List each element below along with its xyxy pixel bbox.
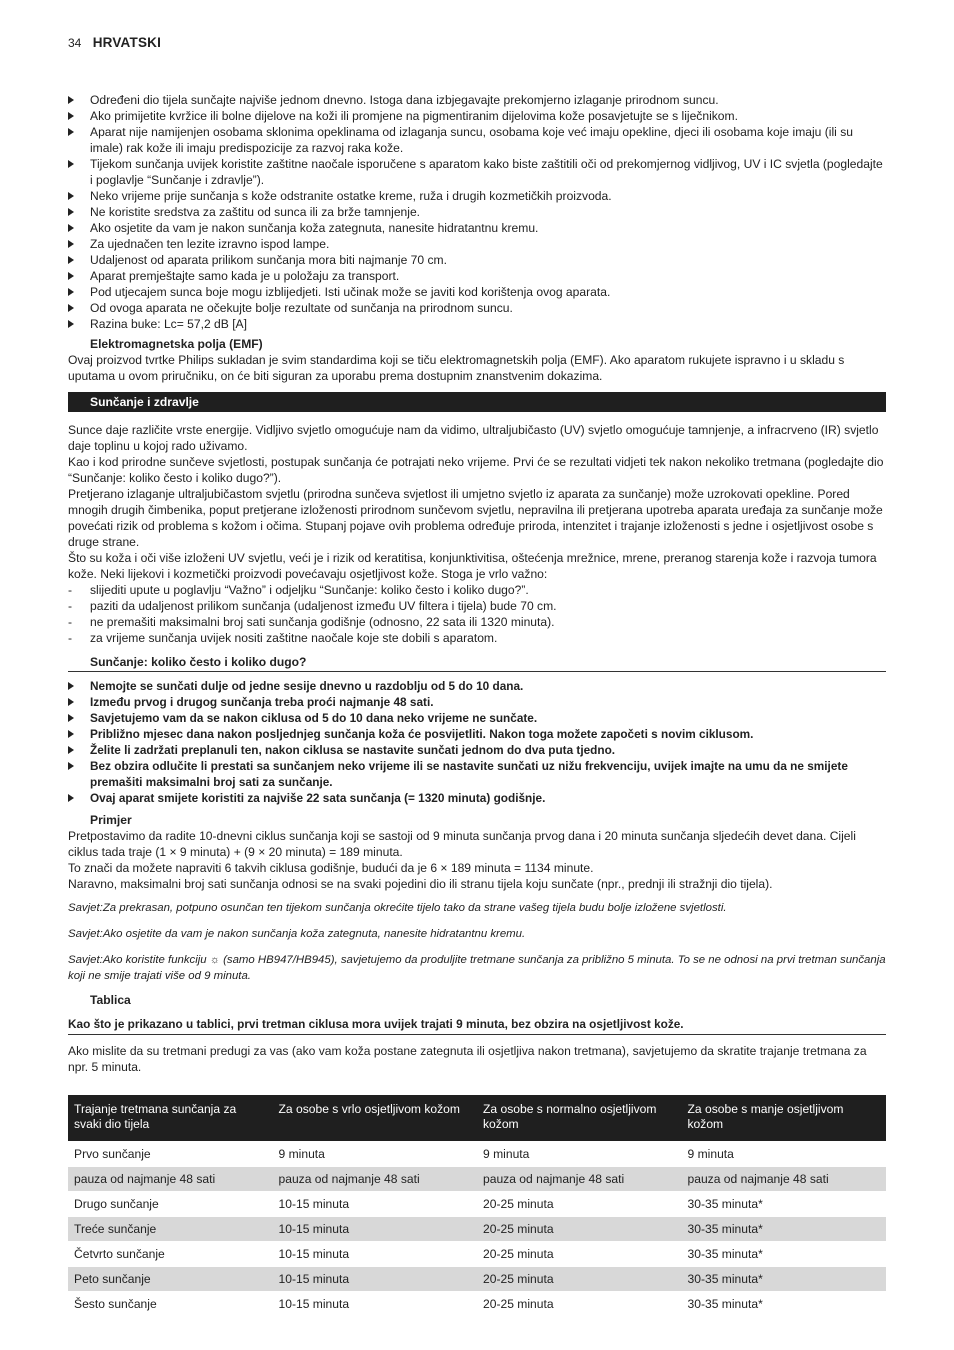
table-row (68, 1242, 886, 1267)
list-item: Neko vrijeme prije sunčanja s kože odstranite ostatke kreme, ruža i drugih kozmetičkih proizvoda. (68, 188, 886, 204)
health-paragraph: Što su koža i oči više izloženi UV svjetlu, veći je i rizik od keratitisa, konjunktivitisa, oštećenja mrežnice, mrene, preranog starenja kože i razvoja tumora kože. Neki lijekovi i kozmetički proizvodi povećavaju osjetljivost kože. Stoga je vrlo važno: (68, 551, 877, 581)
list-item: Za ujednačen ten lezite izravno ispod lampe. (68, 236, 886, 252)
example-line: Naravno, maksimalni broj sati sunčanja odnosi se na svaki pojedini dio ili stranu tijela koju sunčate (npr., prednji ili stražnji dio tijela). (68, 877, 773, 891)
table-cell: Treće sunčanje (68, 1217, 273, 1242)
list-item: Približno mjesec dana nakon posljednjeg sunčanja koža će posvijetliti. Nakon toga možete započeti s novim ciklusom. (68, 726, 886, 742)
howoften-list (68, 678, 886, 806)
list-item: - za vrijeme sunčanja uvijek nositi zaštitne naočale koje ste dobili s aparatom. (68, 630, 886, 646)
list-item: Nemojte se sunčati dulje od jedne sesije dnevno u razdoblju od 5 do 10 dana. (68, 678, 886, 694)
tip-text: Savjet:Ako osjetite da vam je nakon sunčanja koža zategnuta, nanesite hidratantnu kremu. (68, 928, 526, 940)
table-cell: Drugo sunčanje (68, 1192, 273, 1217)
list-item: Razina buke: Lc= 57,2 dB [A] (68, 316, 886, 332)
table-cell: 20-25 minuta (477, 1242, 682, 1267)
health-paragraph: Pretjerano izlaganje ultraljubičastom svjetlu (prirodna sunčeva svjetlost ili umjetno svjetlo iz aparata za sunčanje) može uzrokovati opekline. Pored mnogih drugih čimbenika, poput pretjerane izloženosti prirodnom sunčevom svjetlu, nepravilna ili pretjerana upotreba aparata uređaja za sunčanje može povećati rizik od problema s kožom i očima. Stupanj pojave ovih problema određuje priroda, intenzitet i trajanje izloženosti s jedne i osjetljivost osobe s druge strane. (68, 487, 883, 549)
list-item: Tijekom sunčanja uvijek koristite zaštitne naočale isporučene s aparatom kako biste zaštitili oči od prekomjernog vidljivog, UV i IC svjetla (pogledajte i poglavlje “Sunčanje i zdravlje”). (68, 156, 886, 188)
tip-text (68, 952, 886, 984)
table-cell: 10-15 minuta (273, 1192, 478, 1217)
table-header-cell: Za osobe s normalno osjetljivom kožom (477, 1095, 682, 1142)
table-row (68, 1192, 886, 1217)
howoften-heading: Sunčanje: koliko često i koliko dugo? (68, 654, 886, 672)
list-item: Bez obzira odlučite li prestati sa sunčanjem neko vrijeme ili se nastavite sunčati uz nižu frekvenciju, uvijek imajte na umu da ne smijete premašiti maksimalni broj sati za sunčanje. (68, 758, 886, 790)
health-paragraph: Sunce daje različite vrste energije. Vidljivo svjetlo omogućuje nam da vidimo, ultraljubičasto (UV) svjetlo omogućuje tamnjenje, a infracrveno (IR) svjetlo daje toplinu u kojoj rado uživamo. (68, 423, 879, 453)
table-intro-text: Ako mislite da su tretmani predugi za vas (ako vam koža postane zategnuta ili osjetljiva nakon tretmana), savjetujemo da skratite trajanje tretmana za npr. 5 minuta. (68, 1044, 867, 1074)
table-cell: 9 minuta (682, 1142, 887, 1167)
tip-text: Savjet:Za prekrasan, potpuno osunčan ten tijekom sunčanja okrećite tijelo tako da strane vašeg tijela budu bolje izložene svjetlosti. (68, 902, 727, 914)
table-cell: 30-35 minuta* (682, 1192, 887, 1217)
list-item: Aparat nije namijenjen osobama sklonima opeklinama od izlaganja suncu, osobama koje već imaju opekline, djeci ili osobama koje imaju (ili su imale) rak kože ili imaju predispozicije za razvoj raka kože. (68, 124, 886, 156)
list-item: Ako primijetite kvržice ili bolne dijelove na koži ili promjene na pigmentiranim dijelovima kože posavjetujte se s liječnikom. (68, 108, 886, 124)
table-cell: 20-25 minuta (477, 1217, 682, 1242)
page-content (68, 92, 886, 1316)
table-cell: 30-35 minuta* (682, 1267, 887, 1292)
table-row (68, 1142, 886, 1167)
list-item: Ne koristite sredstva za zaštitu od sunca ili za brže tamnjenje. (68, 204, 886, 220)
table-header-cell: Za osobe s manje osjetljivom kožom (682, 1095, 887, 1142)
page-header (68, 35, 161, 51)
language-title: HRVATSKI (92, 35, 162, 50)
table-cell: Četvrto sunčanje (68, 1242, 273, 1267)
tip-text-start: Savjet:Ako koristite funkciju (68, 954, 207, 966)
table-header-cell: Za osobe s vrlo osjetljivom kožom (273, 1095, 478, 1142)
table-cell: pauza od najmanje 48 sati (477, 1167, 682, 1192)
list-item: - paziti da udaljenost prilikom sunčanja (udaljenost između UV filtera i tijela) bude 70 cm. (68, 598, 886, 614)
list-item: Udaljenost od aparata prilikom sunčanja mora biti najmanje 70 cm. (68, 252, 886, 268)
tip-text-end: (samo HB947/HB945), savjetujemo da produljite tretmane sunčanja za približno 5 minuta. To se ne odnosi na prvi tretman sunčanja koji ne smije trajati više od 9 minuta. (68, 954, 886, 982)
list-item: Određeni dio tijela sunčajte najviše jednom dnevno. Istoga dana izbjegavajte prekomjerno izlaganje prirodnom suncu. (68, 92, 886, 108)
tanning-table (68, 1095, 886, 1316)
list-item: - ne premašiti maksimalni broj sati sunčanja godišnje (odnosno, 22 sata ili 1320 minuta). (68, 614, 886, 630)
emf-text: Ovaj proizvod tvrtke Philips sukladan je svim standardima koji se tiču elektromagnetskih polja (EMF). Ako aparatom rukujete ispravno i u skladu s uputama u ovom priručniku, on će biti siguran za uporabu prema dostupnim znanstvenim dokazima. (68, 353, 845, 383)
list-item: Ako osjetite da vam je nakon sunčanja koža zategnuta, nanesite hidratantnu kremu. (68, 220, 886, 236)
table-intro-bold: Kao što je prikazano u tablici, prvi tretman ciklusa mora uvijek trajati 9 minuta, bez obzira na osjetljivost kože. (68, 1016, 886, 1035)
list-item: Aparat premještajte samo kada je u položaju za transport. (68, 268, 886, 284)
table-cell: pauza od najmanje 48 sati (68, 1167, 273, 1192)
example-line: Pretpostavimo da radite 10-dnevni ciklus sunčanja koji se sastoji od 9 minuta sunčanja prvog dana i 20 minuta sunčanja sljedećih devet dana. Cijeli ciklus tada traje (1 × 9 minuta) + (9 × 20 minuta) = 189 minuta. (68, 829, 856, 859)
list-item: Od ovoga aparata ne očekujte bolje rezultate od sunčanja na prirodnom suncu. (68, 300, 886, 316)
table-header-cell: Trajanje tretmana sunčanja za svaki dio tijela (68, 1095, 273, 1142)
health-paragraph: Kao i kod prirodne sunčeve svjetlosti, postupak sunčanja će potrajati neko vrijeme. Prvi će se rezultati vidjeti tek nakon nekoliko tretmana (pogledajte dio “Sunčanje: koliko često i koliko dugo?”). (68, 455, 884, 485)
table-cell: 20-25 minuta (477, 1267, 682, 1292)
table-cell: pauza od najmanje 48 sati (682, 1167, 887, 1192)
table-cell: 20-25 minuta (477, 1292, 682, 1317)
table-cell: 10-15 minuta (273, 1217, 478, 1242)
example-heading: Primjer (90, 813, 132, 827)
table-header-row (68, 1095, 886, 1142)
table-cell: 30-35 minuta* (682, 1217, 887, 1242)
list-item: Želite li zadržati preplanuli ten, nakon ciklusa se nastavite sunčati jednom do dva puta tjedno. (68, 742, 886, 758)
table-cell: 9 minuta (477, 1142, 682, 1167)
table-cell: 10-15 minuta (273, 1242, 478, 1267)
emf-heading: Elektromagnetska polja (EMF) (90, 337, 263, 351)
list-item: - slijediti upute u poglavlju “Važno” i odjeljku “Sunčanje: koliko često i koliko dugo?”. (68, 582, 886, 598)
table-cell: 10-15 minuta (273, 1292, 478, 1317)
table-cell: Peto sunčanje (68, 1267, 273, 1292)
table-cell: 10-15 minuta (273, 1267, 478, 1292)
example-line: To znači da možete napraviti 6 takvih ciklusa godišnje, budući da je 6 × 189 minuta = 1134 minute. (68, 861, 594, 875)
section-title-health: Sunčanje i zdravlje (68, 392, 886, 412)
list-item: Između prvog i drugog sunčanja treba proći najmanje 48 sati. (68, 694, 886, 710)
table-cell: Prvo sunčanje (68, 1142, 273, 1167)
sun-icon: ☼ (209, 954, 220, 966)
table-heading: Tablica (90, 993, 131, 1007)
table-cell: 30-35 minuta* (682, 1242, 887, 1267)
health-dash-list (68, 582, 886, 646)
table-cell: 20-25 minuta (477, 1192, 682, 1217)
list-item: Ovaj aparat smijete koristiti za najviše 22 sata sunčanja (= 1320 minuta) godišnje. (68, 790, 886, 806)
table-row (68, 1267, 886, 1292)
table-row (68, 1167, 886, 1192)
table-cell: Šesto sunčanje (68, 1292, 273, 1317)
page-number: 34 (68, 36, 82, 50)
table-cell: pauza od najmanje 48 sati (273, 1167, 478, 1192)
table-row (68, 1217, 886, 1242)
table-row (68, 1292, 886, 1317)
warnings-list (68, 92, 886, 332)
list-item: Savjetujemo vam da se nakon ciklusa od 5 do 10 dana neko vrijeme ne sunčate. (68, 710, 886, 726)
table-cell: 9 minuta (273, 1142, 478, 1167)
table-cell: 30-35 minuta* (682, 1292, 887, 1317)
list-item: Pod utjecajem sunca boje mogu izblijedjeti. Isti učinak može se javiti kod korištenja ovog aparata. (68, 284, 886, 300)
